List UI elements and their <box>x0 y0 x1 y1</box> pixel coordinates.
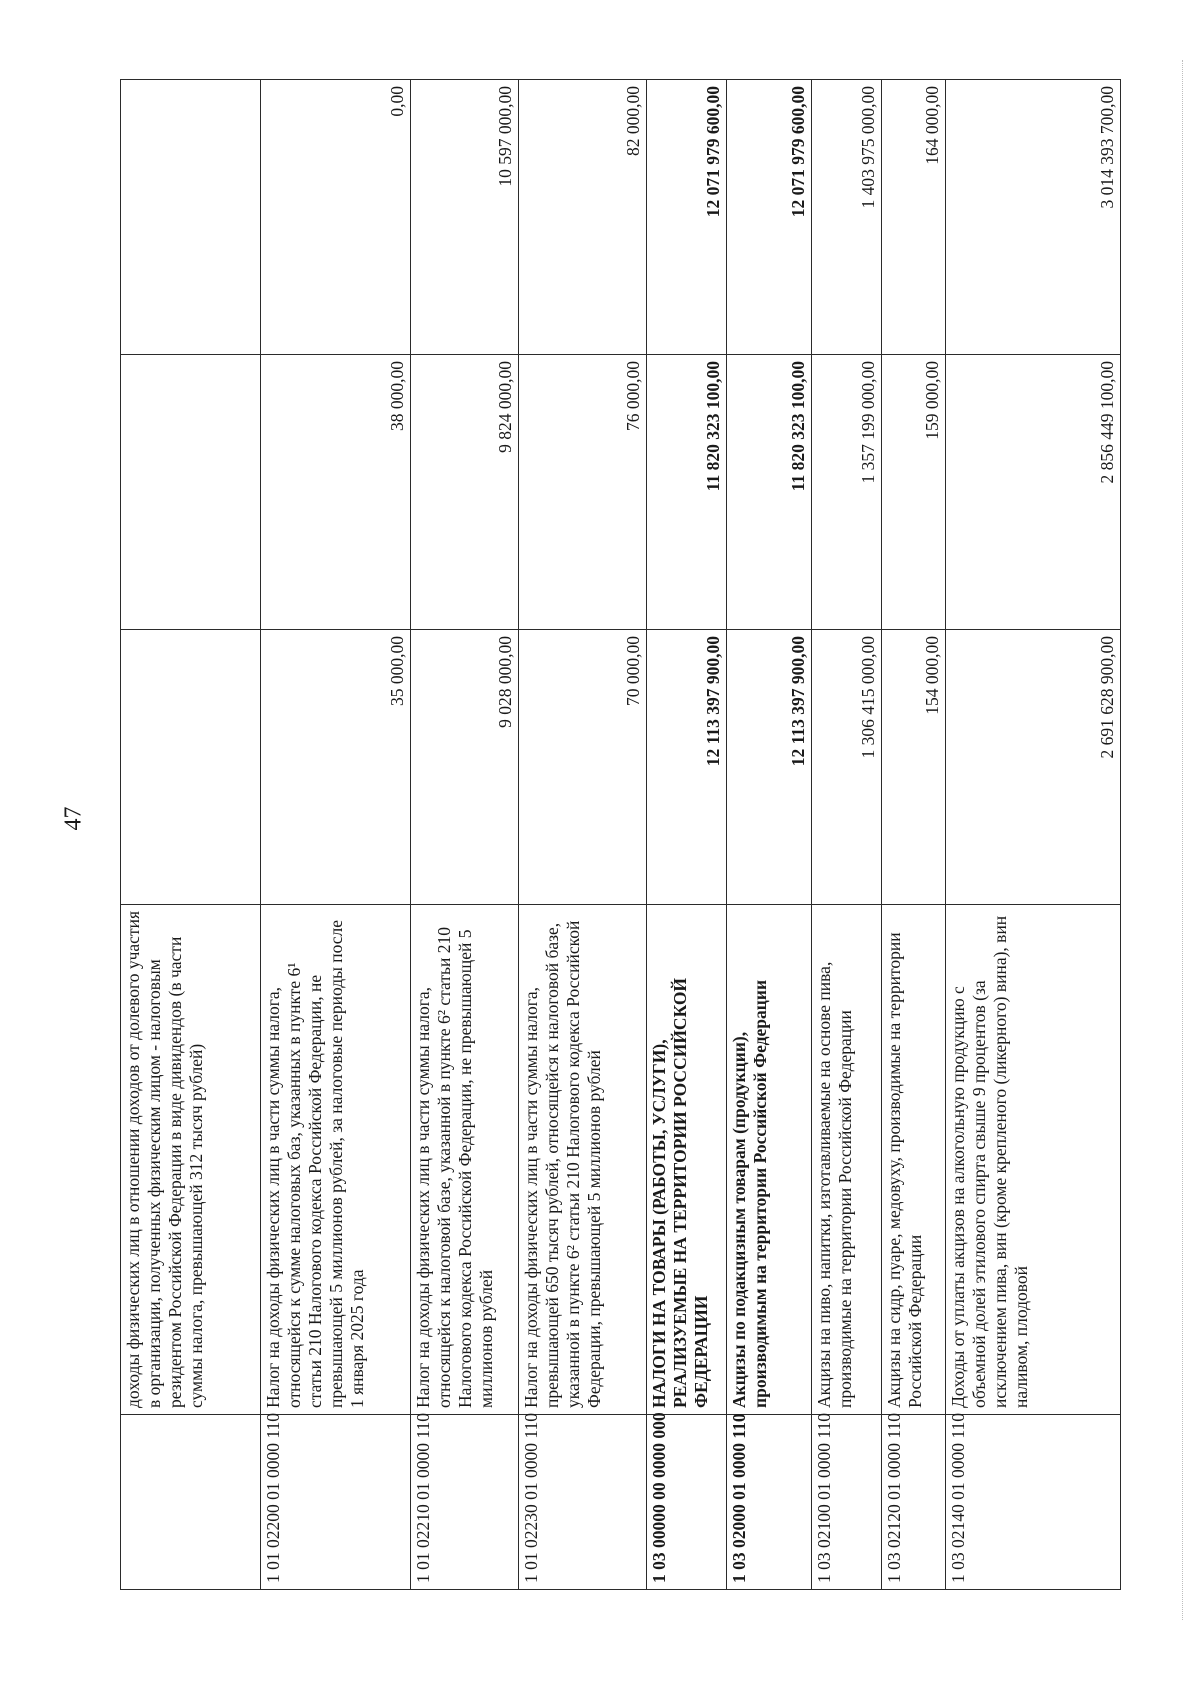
row-name: Акцизы на пиво, напитки, изготавливаемые на основе пива, производимые на территории Российской Федерации <box>812 905 882 1415</box>
row-amount-2025 <box>121 630 261 905</box>
rotated-page <box>120 80 1120 1590</box>
row-name: Налог на доходы физических лиц в части суммы налога, относящейся к сумме налоговых баз, указанных в пункте 6¹ статьи 210 Налогового кодекса Российской Федерации, не превышающей 5 миллионов рублей, за налоговые периоды после 1 января 2025 года <box>261 905 411 1415</box>
row-name: Акцизы по подакцизным товарам (продукции), производимым на территории Российской Федерации <box>727 905 812 1415</box>
row-name: Налог на доходы физических лиц в части суммы налога, превышающей 650 тысяч рублей, относящейся к налоговой базе, указанной в пункте 6² статьи 210 Налогового кодекса Российской Федерации, превышающей 5 миллионов рублей <box>519 905 647 1415</box>
row-code: 1 03 00000 00 0000 000 <box>647 1415 727 1590</box>
row-name: доходы физических лиц в отношении доходов от долевого участия в организации, полученных физическим лицом - налоговым резидентом Российской Федерации в виде дивидендов (в части суммы налога, превышающей 312 тысяч рублей) <box>121 905 261 1415</box>
table-row <box>647 80 727 1590</box>
row-amount-2027: 3 014 393 700,00 <box>946 80 1121 355</box>
row-amount-2027: 10 597 000,00 <box>411 80 519 355</box>
row-amount-2027: 12 071 979 600,00 <box>727 80 812 355</box>
row-name: Акцизы на сидр, пуаре, медовуху, производимые на территории Российской Федерации <box>882 905 946 1415</box>
row-amount-2026: 9 824 000,00 <box>411 355 519 630</box>
table-row <box>519 80 647 1590</box>
row-amount-2027 <box>121 80 261 355</box>
revenue-table <box>120 79 1121 1590</box>
row-amount-2027: 0,00 <box>261 80 411 355</box>
row-code: 1 03 02000 01 0000 110 <box>727 1415 812 1590</box>
table-row <box>882 80 946 1590</box>
page-number: 47 <box>60 806 87 831</box>
row-amount-2027: 164 000,00 <box>882 80 946 355</box>
row-amount-2026: 2 856 449 100,00 <box>946 355 1121 630</box>
row-code: 1 03 02100 01 0000 110 <box>812 1415 882 1590</box>
row-amount-2027: 1 403 975 000,00 <box>812 80 882 355</box>
table-row <box>261 80 411 1590</box>
row-amount-2026: 11 820 323 100,00 <box>727 355 812 630</box>
row-amount-2026: 159 000,00 <box>882 355 946 630</box>
row-amount-2027: 12 071 979 600,00 <box>647 80 727 355</box>
table-row <box>727 80 812 1590</box>
row-amount-2025: 2 691 628 900,00 <box>946 630 1121 905</box>
row-code: 1 01 02230 01 0000 110 <box>519 1415 647 1590</box>
row-amount-2026: 38 000,00 <box>261 355 411 630</box>
row-amount-2025: 12 113 397 900,00 <box>647 630 727 905</box>
row-amount-2026: 76 000,00 <box>519 355 647 630</box>
row-code <box>121 1415 261 1590</box>
row-code: 1 01 02210 01 0000 110 <box>411 1415 519 1590</box>
row-amount-2025: 154 000,00 <box>882 630 946 905</box>
row-amount-2025: 70 000,00 <box>519 630 647 905</box>
row-amount-2025: 35 000,00 <box>261 630 411 905</box>
row-code: 1 01 02200 01 0000 110 <box>261 1415 411 1590</box>
row-amount-2026: 11 820 323 100,00 <box>647 355 727 630</box>
table-row <box>411 80 519 1590</box>
row-amount-2026: 1 357 199 000,00 <box>812 355 882 630</box>
table-row <box>946 80 1121 1590</box>
row-amount-2025: 1 306 415 000,00 <box>812 630 882 905</box>
row-amount-2027: 82 000,00 <box>519 80 647 355</box>
table-row <box>121 80 261 1590</box>
row-code: 1 03 02140 01 0000 110 <box>946 1415 1121 1590</box>
row-name: Доходы от уплаты акцизов на алкогольную продукцию с объемной долей этилового спирта свыше 9 процентов (за исключением пива, вин (кроме крепленого (ликерного) вина), вин наливом, плодовой <box>946 905 1121 1415</box>
row-amount-2025: 12 113 397 900,00 <box>727 630 812 905</box>
scan-edge-line <box>1182 60 1189 1620</box>
row-name: Налог на доходы физических лиц в части суммы налога, относящейся к налоговой базе, указанной в пункте 6² статьи 210 Налогового кодекса Российской Федерации, не превышающей 5 миллионов рублей <box>411 905 519 1415</box>
row-code: 1 03 02120 01 0000 110 <box>882 1415 946 1590</box>
row-amount-2026 <box>121 355 261 630</box>
table-row <box>812 80 882 1590</box>
row-amount-2025: 9 028 000,00 <box>411 630 519 905</box>
row-name: НАЛОГИ НА ТОВАРЫ (РАБОТЫ, УСЛУГИ), РЕАЛИЗУЕМЫЕ НА ТЕРРИТОРИИ РОССИЙСКОЙ ФЕДЕРАЦИИ <box>647 905 727 1415</box>
